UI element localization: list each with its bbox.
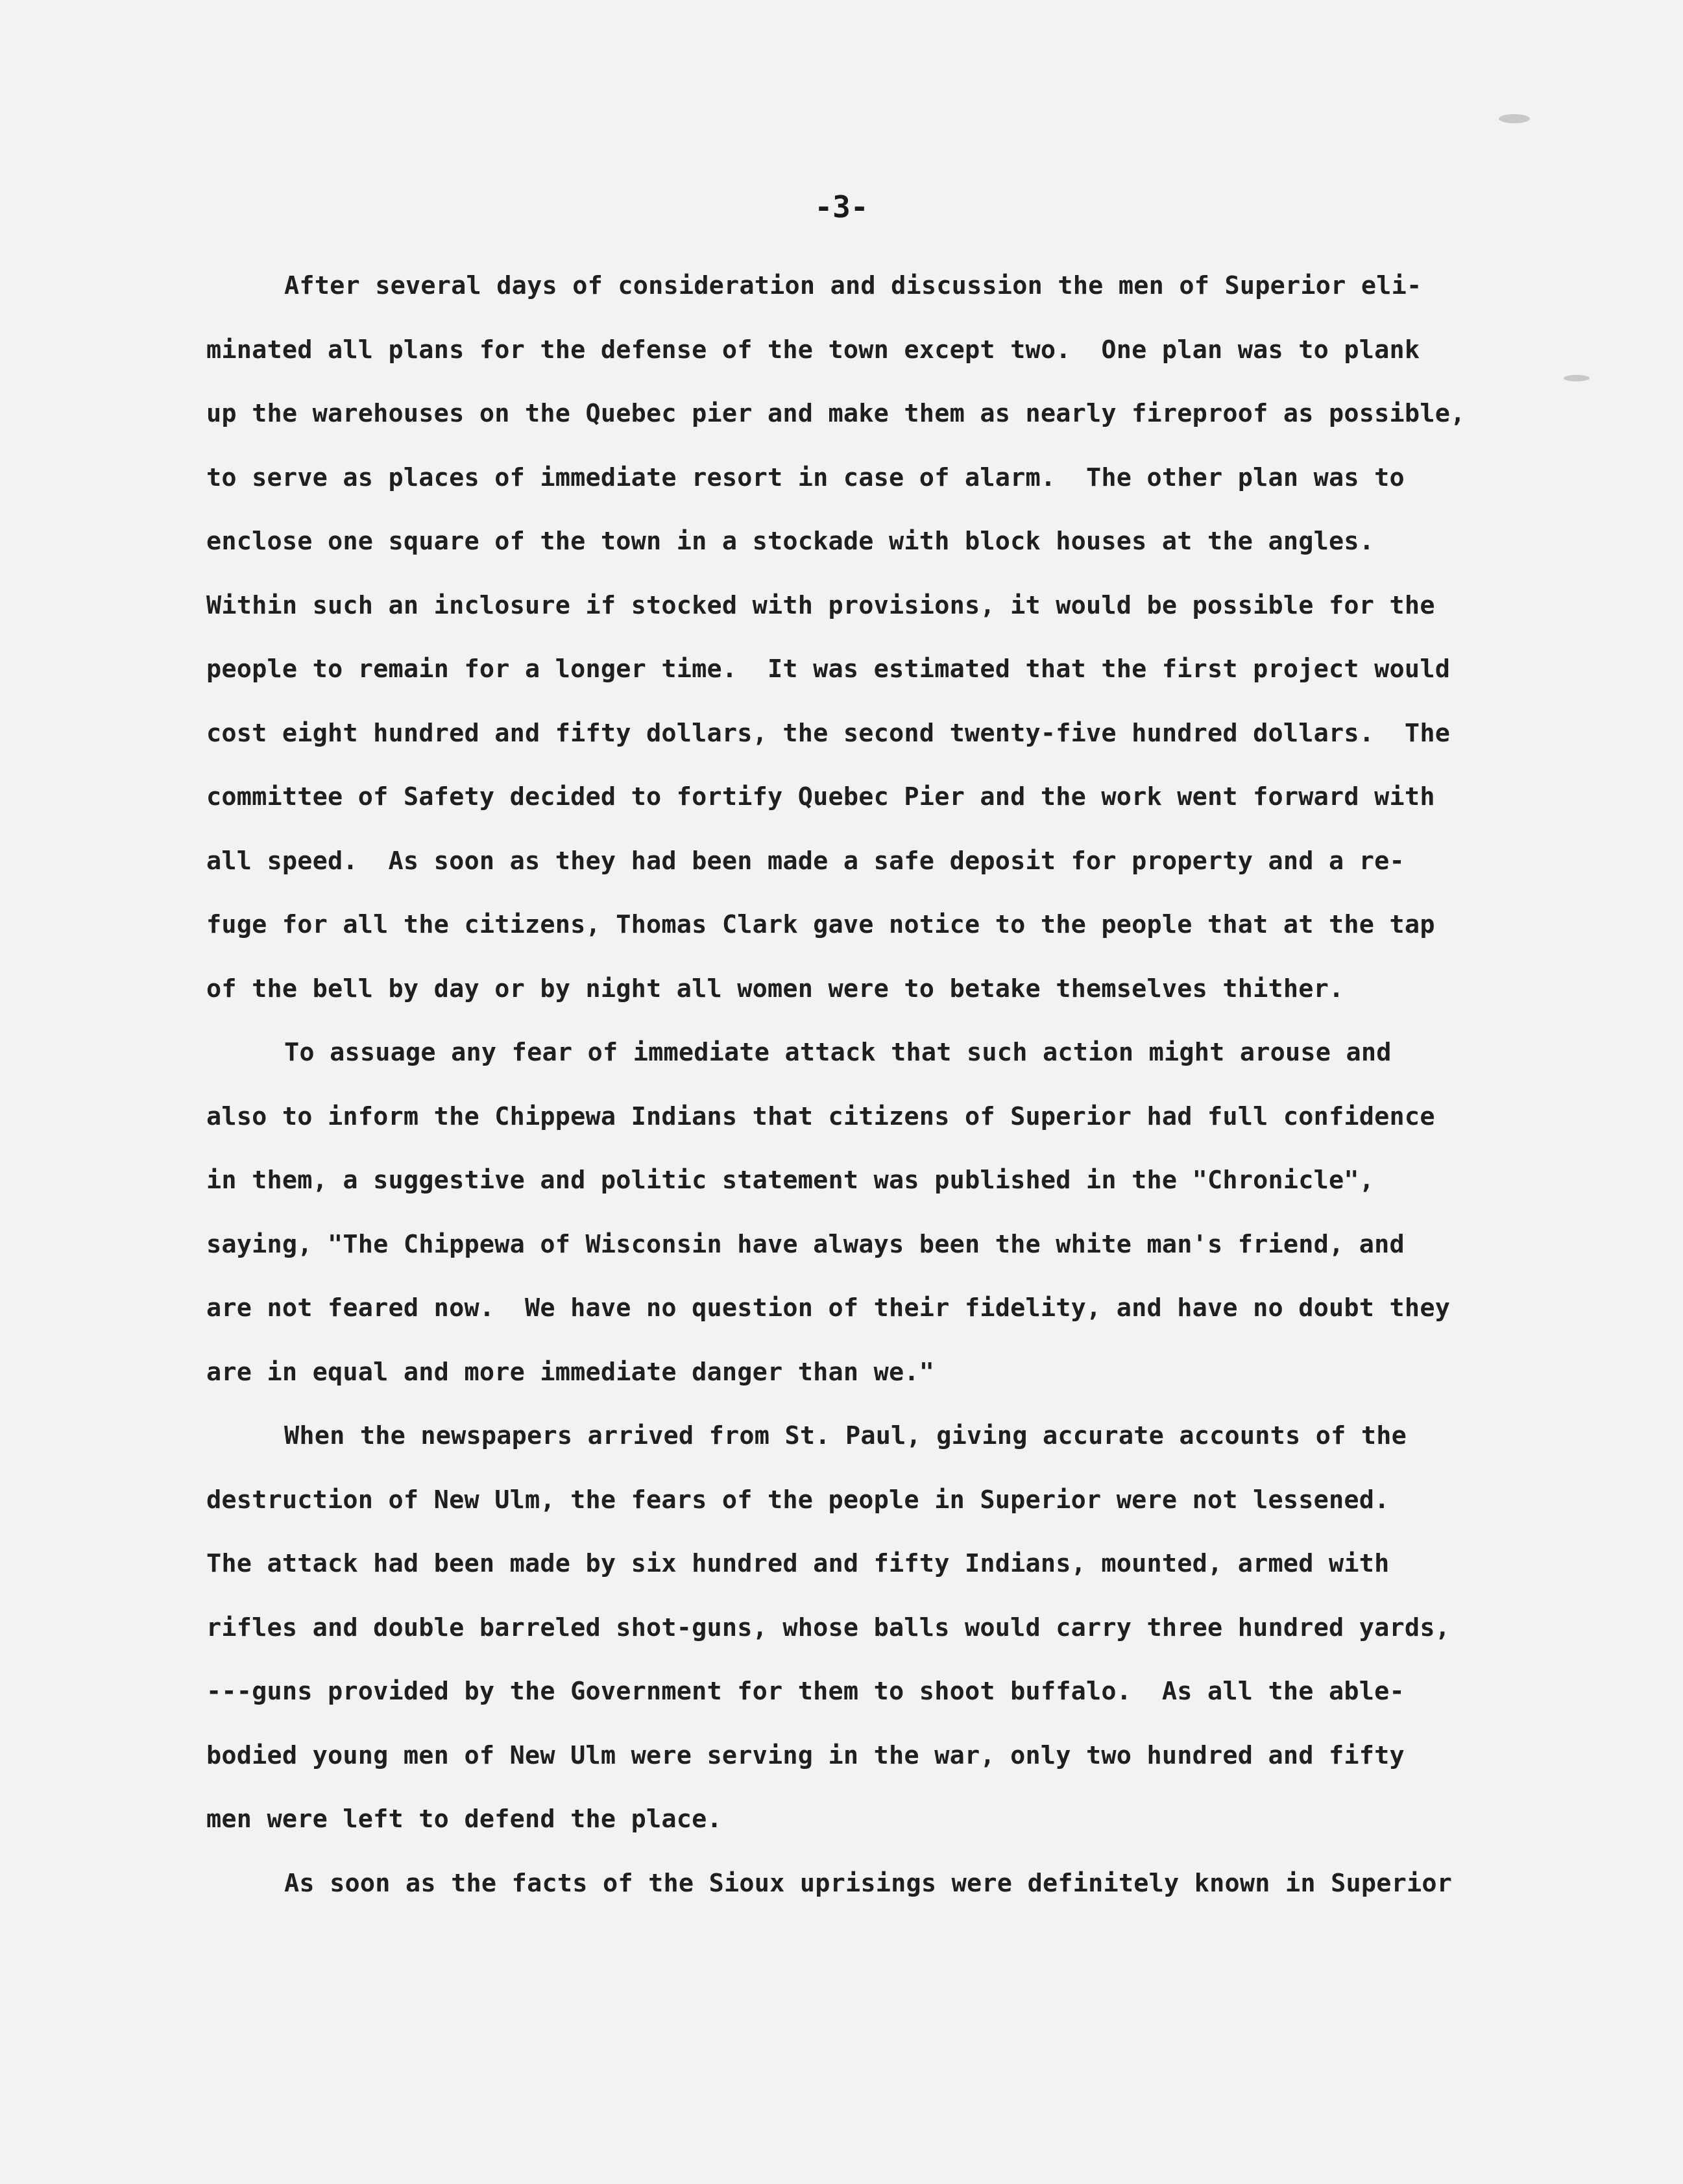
text-line: cost eight hundred and fifty dollars, the second twenty-five hundred dollars. The	[206, 718, 1451, 748]
text-line: fuge for all the citizens, Thomas Clark gave notice to the people that at the tap	[206, 910, 1435, 939]
text-line: all speed. As soon as they had been made a safe deposit for property and a re-	[206, 846, 1405, 876]
text-line: As soon as the facts of the Sioux uprisings were definitely known in Superior	[284, 1868, 1453, 1898]
text-line: to serve as places of immediate resort in case of alarm. The other plan was to	[206, 462, 1405, 492]
text-line: rifles and double barreled shot-guns, whose balls would carry three hundred yards,	[206, 1613, 1451, 1642]
text-line: destruction of New Ulm, the fears of the people in Superior were not lessened.	[206, 1485, 1390, 1515]
text-line: ---guns provided by the Government for them to shoot buffalo. As all the able-	[206, 1677, 1405, 1706]
text-line: saying, "The Chippewa of Wisconsin have always been the white man's friend, and	[206, 1229, 1405, 1259]
paper-speck	[1499, 114, 1530, 123]
text-line: also to inform the Chippewa Indians that citizens of Superior had full confidence	[206, 1101, 1435, 1131]
text-line: up the warehouses on the Quebec pier and make them as nearly fireproof as possible,	[206, 399, 1466, 428]
text-line: people to remain for a longer time. It was estimated that the first project would	[206, 654, 1451, 684]
text-line: men were left to defend the place.	[206, 1805, 722, 1834]
document-body	[206, 254, 1530, 1915]
page-number: -3-	[814, 189, 869, 224]
text-line: To assuage any fear of immediate attack that such action might arouse and	[284, 1038, 1392, 1067]
text-line: The attack had been made by six hundred and fifty Indians, mounted, armed with	[206, 1549, 1390, 1578]
paper-speck	[1564, 375, 1590, 381]
text-line: minated all plans for the defense of the town except two. One plan was to plank	[206, 335, 1420, 365]
text-line: committee of Safety decided to fortify Quebec Pier and the work went forward with	[206, 782, 1435, 811]
text-line: of the bell by day or by night all women were to betake themselves thither.	[206, 974, 1344, 1003]
text-line: After several days of consideration and discussion the men of Superior eli-	[284, 271, 1422, 300]
text-line: in them, a suggestive and politic statement was published in the "Chronicle",	[206, 1166, 1375, 1195]
text-line: are in equal and more immediate danger than we."	[206, 1357, 935, 1387]
text-line: enclose one square of the town in a stockade with block houses at the angles.	[206, 527, 1375, 556]
text-line: When the newspapers arrived from St. Paul, giving accurate accounts of the	[284, 1421, 1407, 1450]
text-line: Within such an inclosure if stocked with provisions, it would be possible for the	[206, 590, 1435, 620]
text-line: bodied young men of New Ulm were serving in the war, only two hundred and fifty	[206, 1740, 1405, 1770]
text-line: are not feared now. We have no question of their fidelity, and have no doubt they	[206, 1293, 1451, 1323]
